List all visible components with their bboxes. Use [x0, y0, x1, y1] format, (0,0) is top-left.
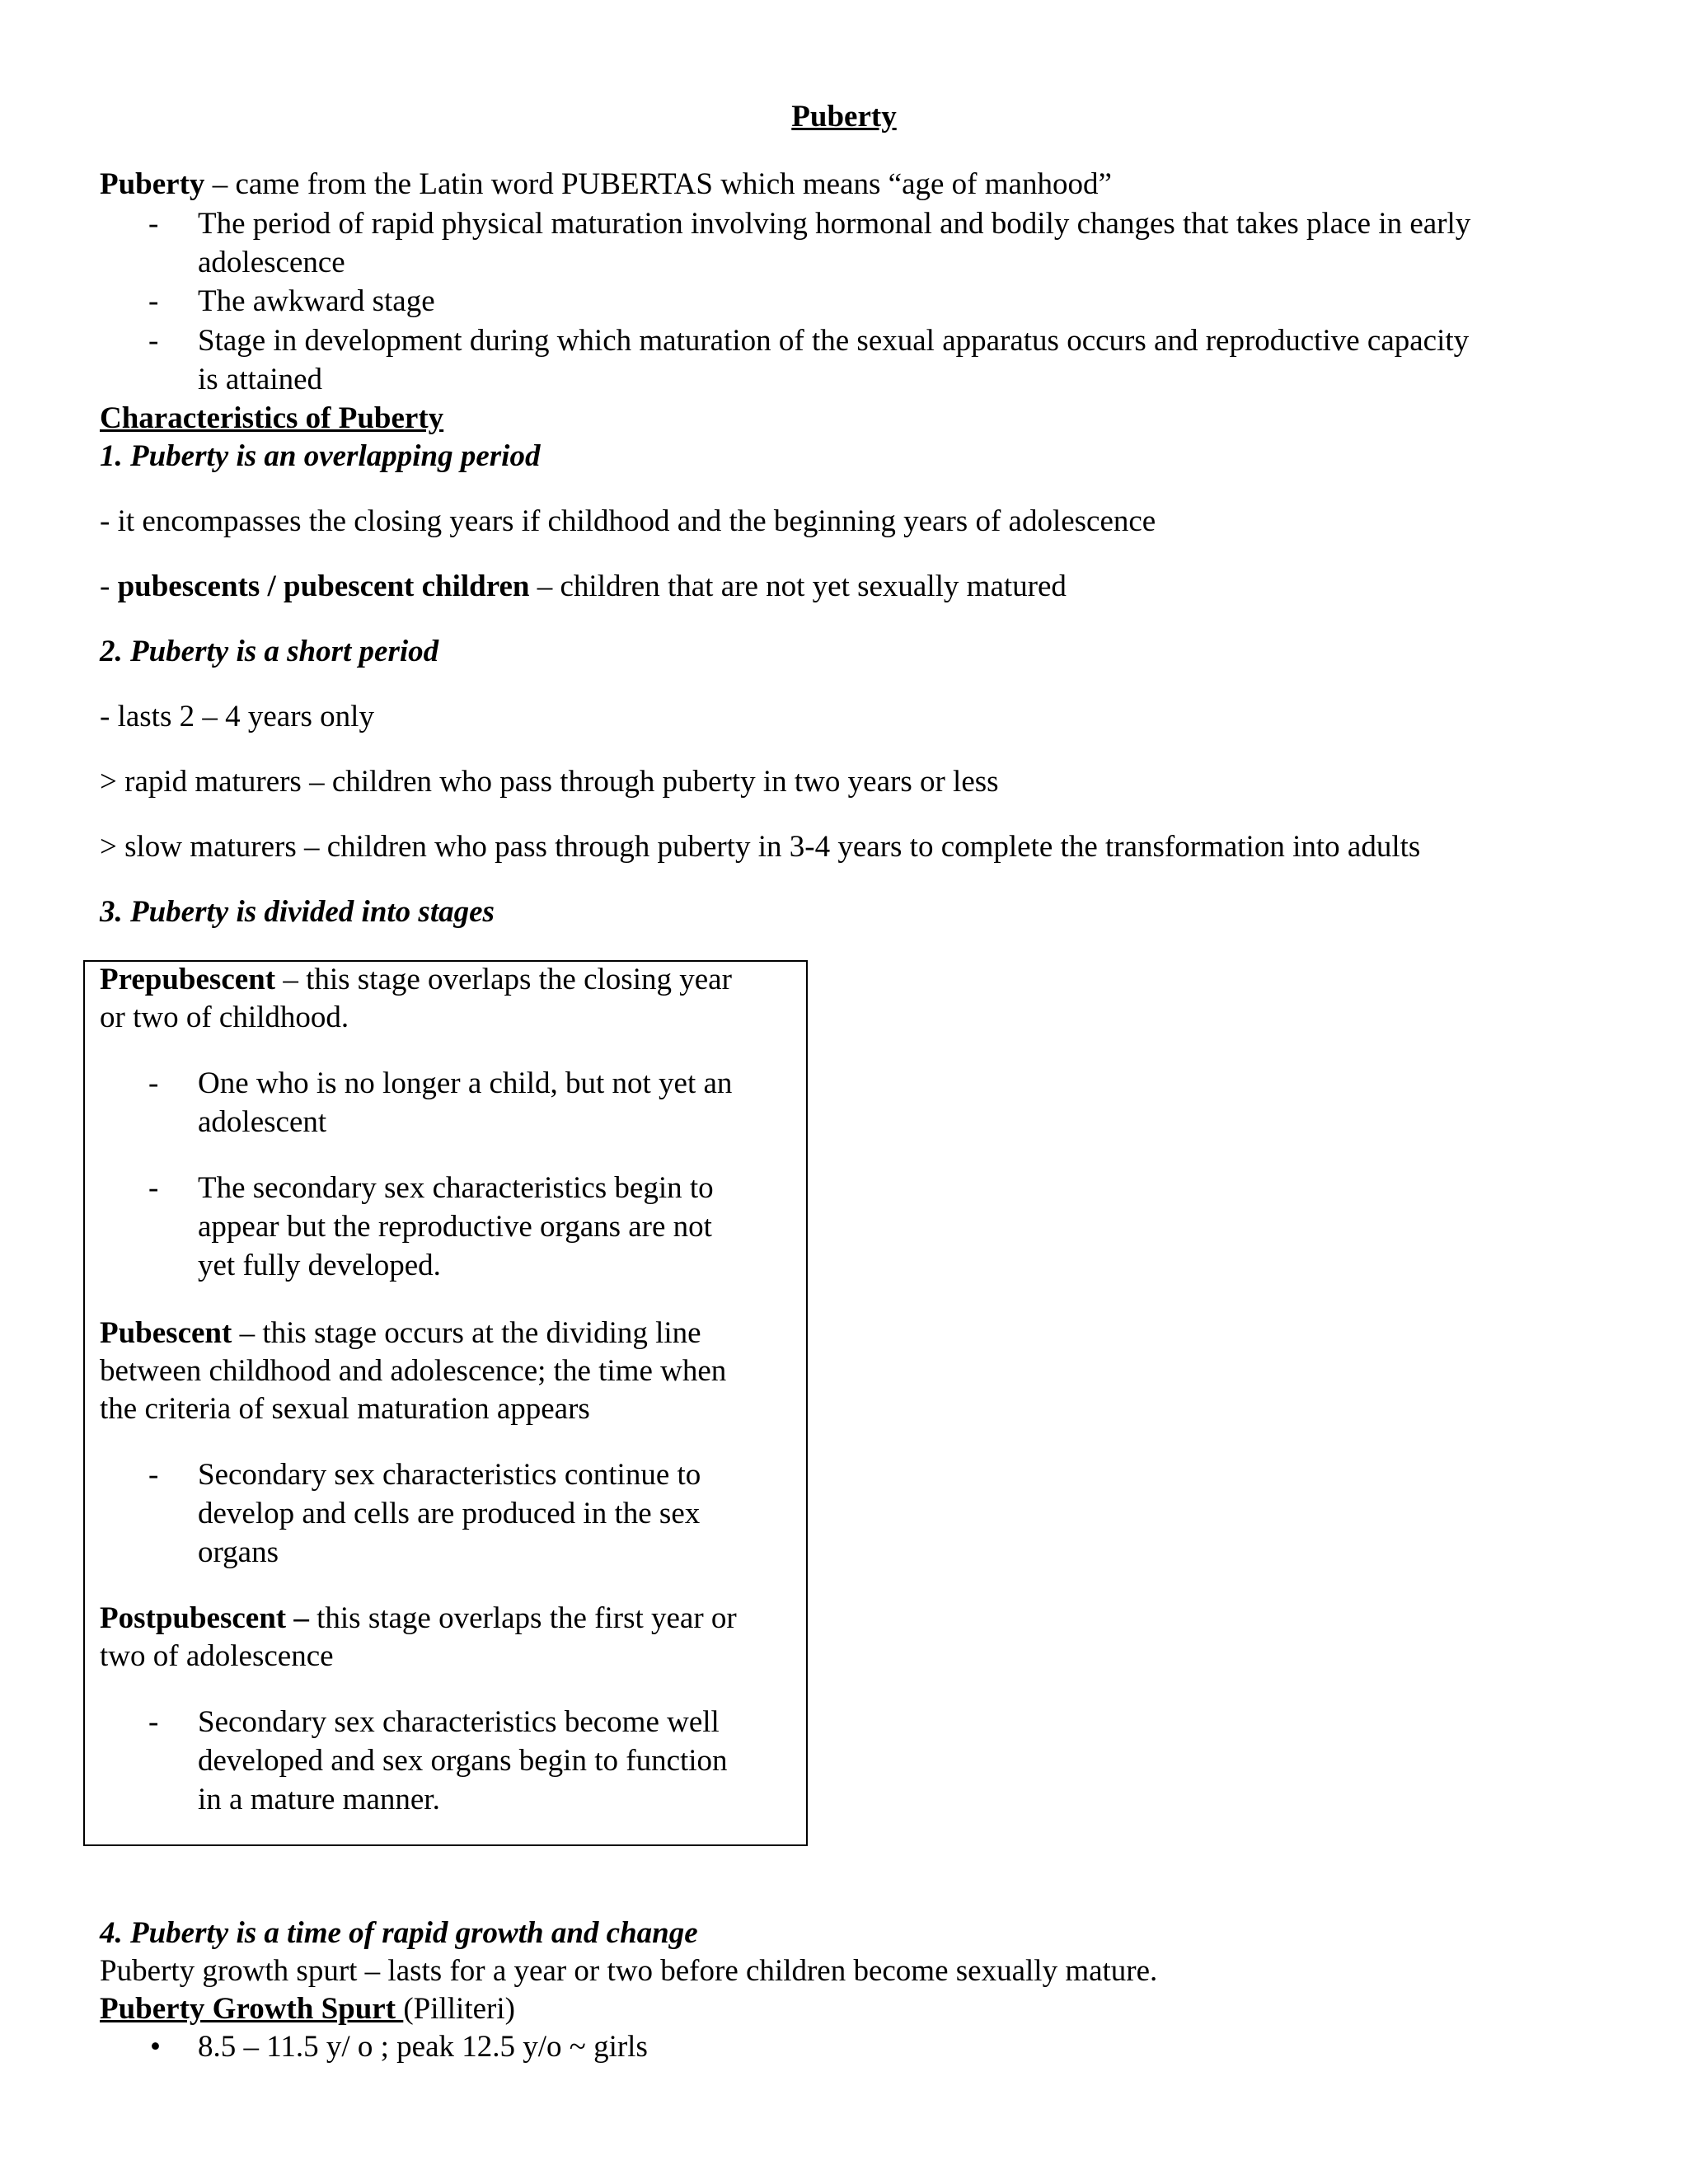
stage-item-line: developed and sex organs begin to function	[198, 1744, 728, 1778]
definition-item-line: The period of rapid physical maturation involving hormonal and bodily changes that takes place in early	[198, 207, 1471, 241]
stage-item-line: organs	[198, 1535, 279, 1569]
stage-item-line: in a mature manner.	[198, 1783, 440, 1816]
dash-marker: -	[148, 1171, 159, 1205]
char2-line: - lasts 2 – 4 years only	[100, 700, 374, 733]
stage-item-line: Secondary sex characteristics continue to	[198, 1458, 701, 1492]
stage-item-line: appear but the reproductive organs are not	[198, 1210, 712, 1244]
stage-term: Pubescent	[100, 1316, 232, 1350]
stage-text: – this stage overlaps the closing year	[275, 963, 732, 996]
page-title: Puberty	[791, 100, 897, 134]
dash-marker: -	[148, 324, 159, 358]
stage-item-line: adolescent	[198, 1105, 327, 1139]
stage-term: Prepubescent	[100, 963, 276, 996]
stage-definition-line: two of adolescence	[100, 1639, 334, 1673]
stage-text: – this stage occurs at the dividing line	[232, 1316, 701, 1350]
stage-definition-line	[100, 1599, 737, 1638]
char1-heading: 1. Puberty is an overlapping period	[100, 439, 541, 473]
dash-marker: -	[148, 1458, 159, 1492]
dash-marker: -	[148, 1705, 159, 1739]
definition-text: – came from the Latin word PUBERTAS which means “age of manhood”	[204, 167, 1112, 201]
dash-marker: -	[148, 284, 159, 318]
char4-heading: 4. Puberty is a time of rapid growth and change	[100, 1916, 698, 1950]
char2-heading: 2. Puberty is a short period	[100, 635, 439, 668]
stage-definition-line: the criteria of sexual maturation appears	[100, 1392, 590, 1426]
stage-item-line: yet fully developed.	[198, 1249, 441, 1282]
char1-line: - it encompasses the closing years if childhood and the beginning years of adolescence	[100, 504, 1156, 538]
stage-definition-line: between childhood and adolescence; the time when	[100, 1354, 727, 1388]
char1-pubescents-line	[100, 567, 1067, 606]
definition-term: Puberty	[100, 167, 205, 201]
slow-maturers-line: > slow maturers – children who pass through puberty in 3-4 years to complete the transformation into adults	[100, 830, 1421, 864]
growth-bullet-item: 8.5 – 11.5 y/ o ; peak 12.5 y/o ~ girls	[198, 2030, 648, 2064]
growth-spurt-subheading	[100, 1990, 515, 2028]
stage-definition-line: or two of childhood.	[100, 1001, 349, 1034]
stage-item-line: develop and cells are produced in the sex	[198, 1497, 701, 1530]
dash-marker: -	[148, 207, 159, 241]
definition-item-line: The awkward stage	[198, 284, 435, 318]
pubescents-text: – children that are not yet sexually matured	[529, 569, 1067, 603]
subheading-source: (Pilliteri)	[403, 1992, 515, 2026]
bullet-marker: •	[150, 2030, 161, 2064]
stage-text: this stage overlaps the first year or	[308, 1601, 737, 1635]
stage-item-line: Secondary sex characteristics become well	[198, 1705, 720, 1739]
char3-heading: 3. Puberty is divided into stages	[100, 895, 495, 929]
rapid-maturers-line: > rapid maturers – children who pass through puberty in two years or less	[100, 765, 999, 799]
definition-item-line: adolescence	[198, 246, 345, 279]
stage-item-line: The secondary sex characteristics begin to	[198, 1171, 714, 1205]
subheading-term: Puberty Growth Spurt	[100, 1992, 404, 2026]
definition-item-line: Stage in development during which maturation of the sexual apparatus occurs and reproductive capacity	[198, 324, 1470, 358]
dash-marker: -	[148, 1066, 159, 1100]
stage-definition-line	[100, 960, 732, 999]
definition-item-line: is attained	[198, 363, 323, 396]
stage-item-line: One who is no longer a child, but not yet an	[198, 1066, 733, 1100]
dash-prefix: -	[100, 569, 118, 603]
definition-line	[100, 165, 1112, 204]
characteristics-heading: Characteristics of Puberty	[100, 401, 444, 435]
stage-definition-line	[100, 1314, 701, 1352]
growth-spurt-line: Puberty growth spurt – lasts for a year or two before children become sexually mature.	[100, 1954, 1158, 1988]
stage-term: Postpubescent –	[100, 1601, 309, 1635]
pubescents-term: pubescents / pubescent children	[117, 569, 530, 603]
